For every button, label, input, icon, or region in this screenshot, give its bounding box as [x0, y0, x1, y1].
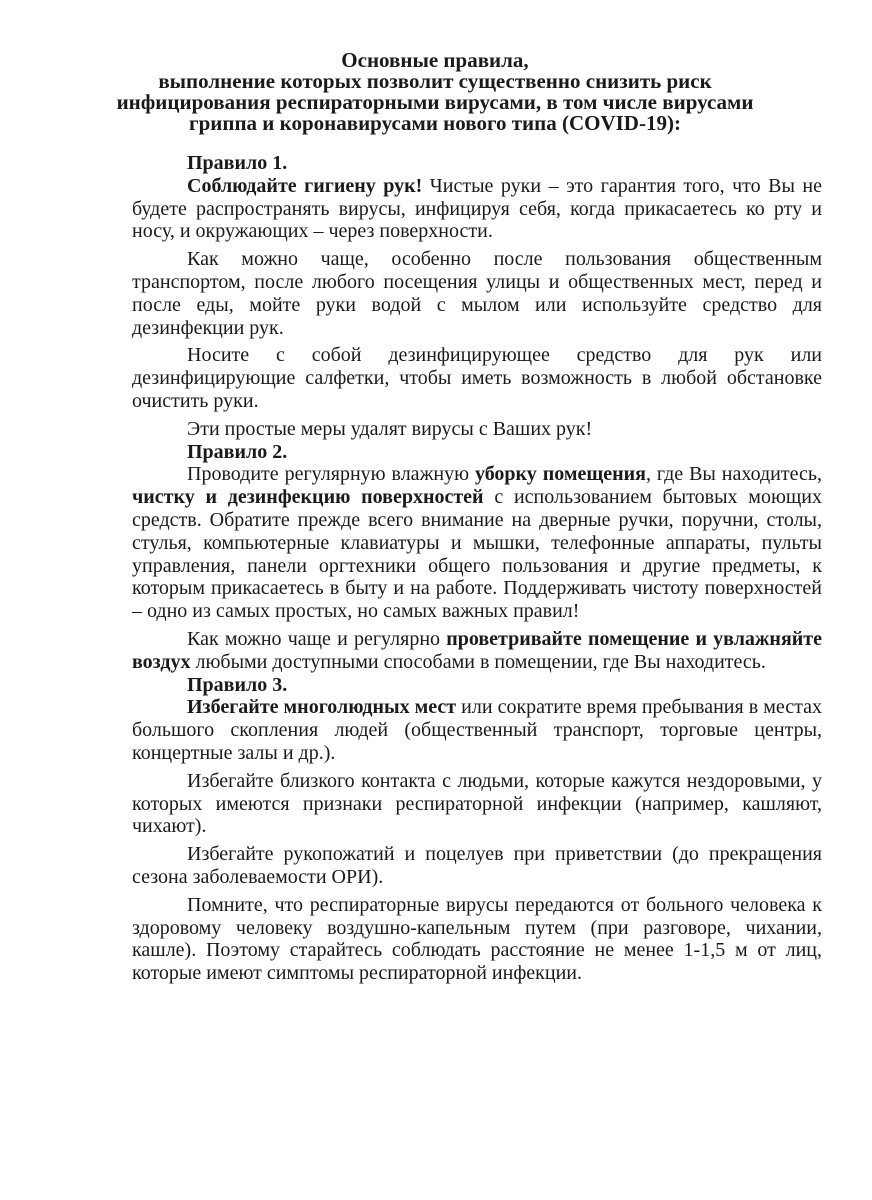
rule-2-section [132, 441, 822, 674]
rule-1-paragraph-4: Эти простые меры удалят вирусы с Ваших рук! [187, 417, 593, 440]
rule-1-heading: Правило 1. [187, 152, 288, 174]
rule-1-paragraph-2: Как можно чаще, особенно после пользования общественным транспортом, после любого посещения улицы и общественных мест, перед и после еды, мойте руки водой с мылом или используйте средство для дезинфекции рук. [132, 248, 822, 339]
document-body [132, 152, 822, 985]
rule-1-paragraph-1 [132, 175, 822, 243]
rule-3-section [132, 674, 822, 985]
rule-3-paragraph-1-text: или сократите время пребывания в местах большого скопления людей (общественный транспорт, торговые центры, концертные залы и др.). [132, 696, 822, 764]
rule-3-paragraph-4: Помните, что респираторные вирусы передаются от больного человека к здоровому человеку воздушно-капельным путем (при разговоре, чихании, кашле). Поэтому старайтесь соблюдать расстояние не менее 1-1,5 м от лиц, которые имеют симптомы респираторной инфекции. [132, 893, 822, 985]
rule-3-paragraph-1 [132, 696, 822, 764]
rule-2-p1-part-a: Проводите регулярную влажную [187, 463, 475, 486]
rule-2-p1-part-d: с использованием бытовых моющих средств. Обратите прежде всего внимание на дверные ручки, поручни, столы, стулья, компьютерные клавиатуры и мышки, телефонные аппараты, пульты управления, панели оргтехники общего пользования и другие предметы, к которым прикасаетесь в быту и на работе. Поддерживать чистоту поверхностей – одно из самых простых, но самых важных правил! [132, 486, 822, 623]
title-line-1: Основные правила, [341, 48, 529, 72]
rule-2-paragraph-2 [132, 628, 822, 674]
rule-2-heading: Правило 2. [187, 440, 288, 463]
title-line-2: выполнение которых позволит существенно снизить риск [158, 69, 712, 93]
rule-2-p1-part-c: , где Вы находитесь, [645, 463, 823, 486]
rule-2-p2-part-c: любыми доступными способами в помещении, где Вы находитесь. [190, 650, 766, 673]
rule-3-heading: Правило 3. [187, 673, 288, 696]
rule-1-paragraph-1-text: Чистые руки – это гарантия того, что Вы не будете распространять вирусы, инфицируя себя, когда прикасаетесь ко рту и носу, и окружающих – через поверхности. [132, 174, 822, 243]
rule-2-p2-part-a: Как можно чаще и регулярно [187, 627, 447, 650]
rule-3-paragraph-2: Избегайте близкого контакта с людьми, которые кажутся нездоровыми, у которых имеются признаки респираторной инфекции (например, кашляют, чихают). [132, 769, 822, 838]
title-line-3: инфицирования респираторными вирусами, в том числе вирусами [116, 90, 754, 114]
title-line-4: гриппа и коронавирусами нового типа (COVID-19): [189, 111, 681, 135]
rule-3-emphasis: Избегайте многолюдных мест [187, 696, 457, 719]
rule-1-section [132, 152, 822, 441]
rule-2-paragraph-1 [132, 463, 822, 623]
rule-2-emphasis-ventilation: проветривайте помещение и увлажняйте воздух [132, 627, 822, 673]
rule-1-paragraph-3: Носите с собой дезинфицирующее средство для рук или дезинфицирующие салфетки, чтобы иметь возможность в любой обстановке очистить руки. [132, 344, 822, 412]
document-title [100, 50, 770, 134]
rule-3-paragraph-3: Избегайте рукопожатий и поцелуев при приветствии (до прекращения сезона заболеваемости ОРИ). [132, 843, 822, 888]
rule-2-emphasis-disinfection: чистку и дезинфекцию поверхностей [132, 486, 484, 509]
rule-1-emphasis: Соблюдайте гигиену рук! [187, 174, 423, 197]
rule-2-emphasis-cleaning: уборку помещения [474, 463, 646, 486]
